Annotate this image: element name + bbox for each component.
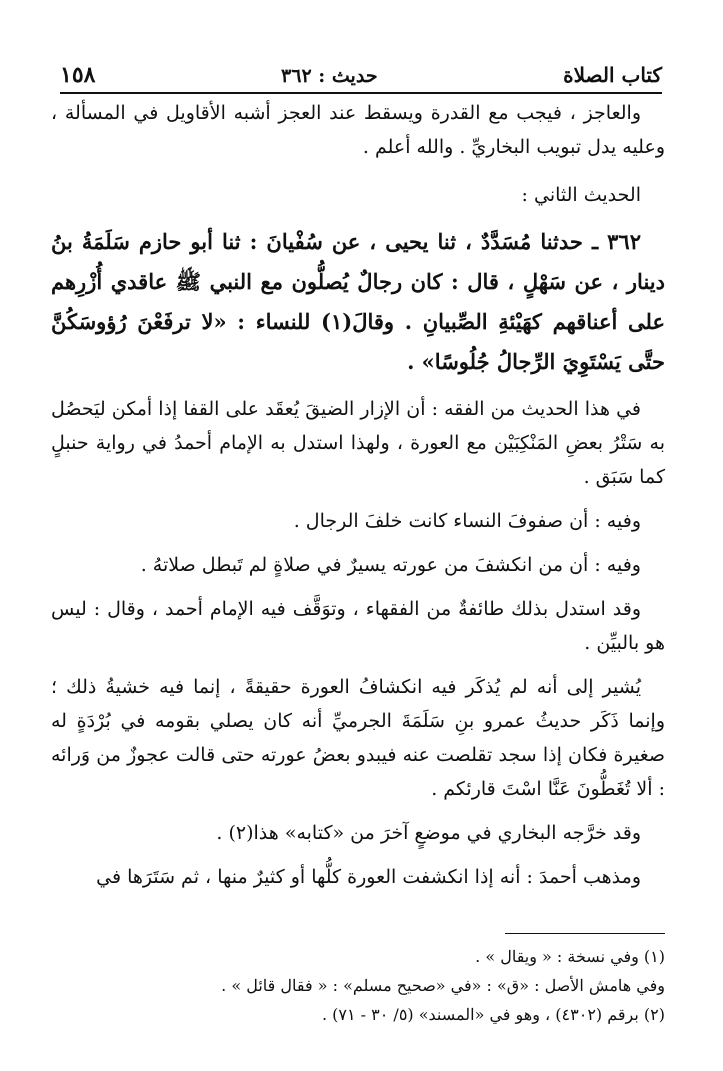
running-header [60, 56, 662, 94]
footnote: (١) وفي نسخة : « ويقال » . [475, 947, 665, 966]
paragraph: ومذهب أحمدَ : أنه إذا انكشفت العورة كلُّها أو كثيرٌ منها ، ثم سَتَرَها في [96, 866, 641, 888]
paragraph: وقد خرَّجه البخاري في موضعٍ آخرَ من «كتابه» هذا(٢) . [216, 822, 641, 844]
hadith-reference: حديث : ٣٦٢ [281, 65, 378, 87]
main-text [51, 96, 665, 894]
paragraph: وفيه : أن صفوفَ النساء كانت خلفَ الرجال . [293, 510, 641, 532]
hadith-text: ٣٦٢ ـ حدثنا مُسَدَّدٌ ، ثنا يحيى ، عن سُفْيانَ : ثنا أبو حازم سَلَمَةُ بنُ دينار ، عن سَهْلٍ ، قال : كان رجالٌ يُصلُّون مع النبي ﷺ عاقدي أُزْرِهم على أعناقهم كهَيْئةِ الصِّبيانِ . وقالَ(١) للنساء : «لا ترفَعْنَ رُؤوسَكُنَّ حتَّى يَسْتَوِيَ الرِّجالُ جُلُوسًا» . [51, 229, 666, 374]
paragraph: يُشير إلى أنه لم يُذكَر فيه انكشافُ العورة حقيقةً ، إنما فيه خشيةُ ذلك ؛ وإنما ذَكَر حديثُ عمرو بنِ سَلَمَةَ الجرميِّ أنه كان يصلي بقومه في بُرْدَةٍ له صغيرة فكان إذا سجد تقلصت عنه فيبدو بعضُ عورته حتى قالت عجوزٌ من وَرائه : ألا تُغَطُّونَ عَنَّا اسْتَ قارئكم . [51, 676, 665, 800]
paragraph: وفيه : أن من انكشفَ من عورته يسيرٌ في صلاةٍ لم تَبطل صلاتهُ . [140, 554, 641, 576]
paragraph: والعاجز ، فيجب مع القدرة ويسقط عند العجز أشبه الأقاويل في المسألة ، وعليه يدل تبويب البخاريِّ . والله أعلم . [51, 102, 665, 158]
footnote-divider [505, 933, 665, 934]
page-number: ١٥٨ [60, 62, 96, 88]
paragraph: وقد استدل بذلك طائفةٌ من الفقهاء ، وتوَقَّف فيه الإمام أحمد ، وقال : ليس هو بالبيِّن . [51, 598, 665, 654]
footnotes [51, 942, 665, 1029]
footnote: وفي هامش الأصل : «ق» : «في «صحيح مسلم» : « فقال قائل » . [221, 976, 665, 995]
book-title: كتاب الصلاة [563, 63, 662, 87]
paragraph: في هذا الحديث من الفقه : أن الإزار الضيقَ يُعقَد على القفا إذا أمكن ليَحصُل به سَتْرُ بعضِ المَنْكِبَيْن مع العورة ، ولهذا استدل به الإمام أحمدُ في رواية حنبلٍ كما سَبَق . [51, 398, 665, 488]
footnote: (٢) برقم (٤٣٠٢) ، وهو في «المسند» (٥/ ٣٠ - ٧١) . [321, 1005, 665, 1024]
section-heading: الحديث الثاني : [521, 184, 641, 206]
